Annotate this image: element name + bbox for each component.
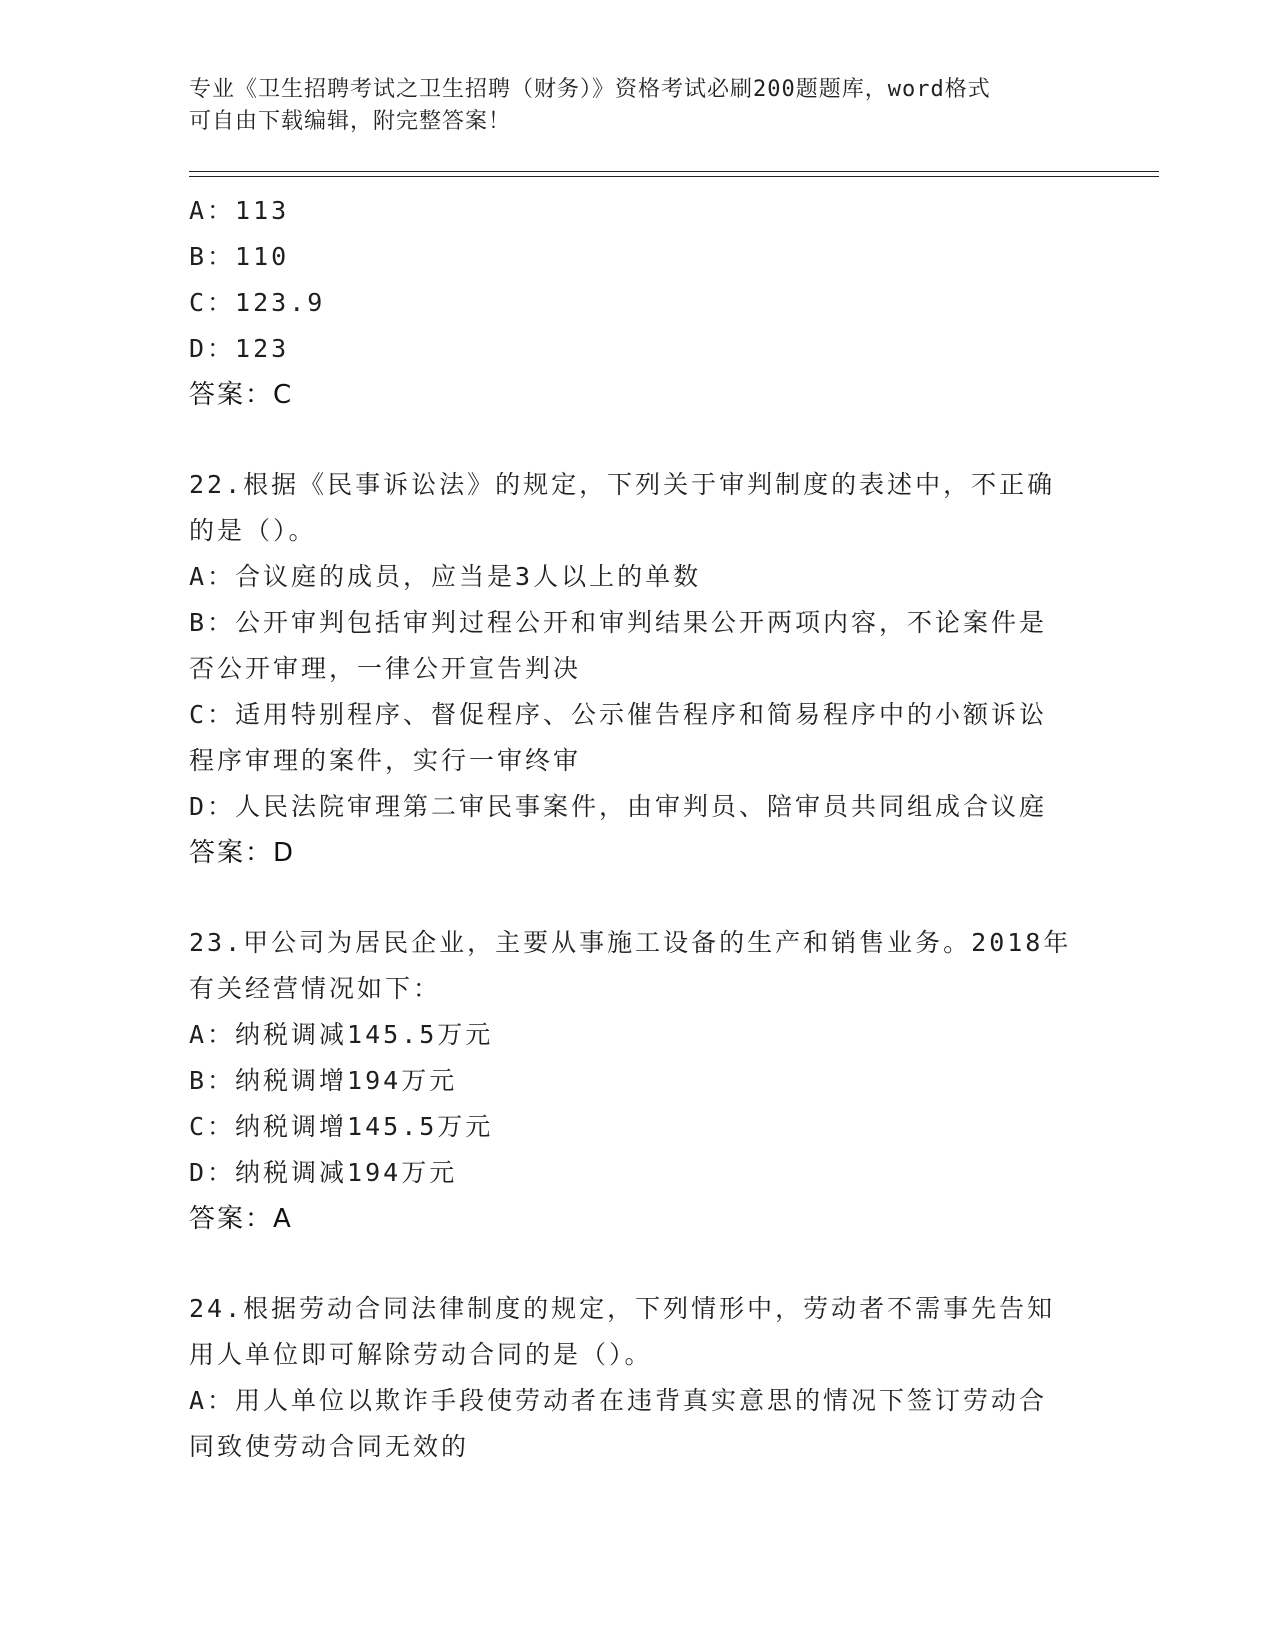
option-a: A：纳税调减145.5万元: [189, 1020, 494, 1049]
option-c: C：123.9: [189, 288, 326, 317]
option-a: A：用人单位以欺诈手段使劳动者在违背真实意思的情况下签订劳动合: [189, 1386, 1048, 1415]
question-21: [189, 188, 1089, 418]
answer-line: 答案：D: [189, 838, 296, 868]
document-header: [189, 74, 1069, 138]
header-divider-bottom: [189, 176, 1159, 177]
header-line-1: 专业《卫生招聘考试之卫生招聘（财务）》资格考试必刷200题题库，word格式: [189, 77, 991, 102]
option-a: A：合议庭的成员，应当是3人以上的单数: [189, 562, 702, 591]
option-b: B：纳税调增194万元: [189, 1066, 458, 1095]
question-spacer: [189, 1242, 1089, 1286]
question-spacer: [189, 418, 1089, 462]
header-line-2: 可自由下载编辑，附完整答案！: [189, 109, 512, 134]
option-c: C：适用特别程序、督促程序、公示催告程序和简易程序中的小额诉讼: [189, 700, 1048, 729]
option-d: D：123: [189, 334, 290, 363]
question-stem-line: 22.根据《民事诉讼法》的规定，下列关于审判制度的表述中，不正确: [189, 470, 1056, 499]
option-b: B：公开审判包括审判过程公开和审判结果公开两项内容，不论案件是: [189, 608, 1048, 637]
option-d: D：人民法院审理第二审民事案件，由审判员、陪审员共同组成合议庭: [189, 792, 1048, 821]
question-stem-line: 有关经营情况如下：: [189, 974, 442, 1003]
option-c-continued: 程序审理的案件，实行一审终审: [189, 746, 582, 775]
question-spacer: [189, 876, 1089, 920]
option-d: D：纳税调减194万元: [189, 1158, 458, 1187]
question-23: [189, 920, 1089, 1242]
question-stem-line: 用人单位即可解除劳动合同的是（）。: [189, 1340, 653, 1369]
option-a-continued: 同致使劳动合同无效的: [189, 1432, 470, 1461]
question-22: [189, 462, 1089, 876]
option-b: B：110: [189, 242, 290, 271]
question-stem-line: 的是（）。: [189, 516, 317, 545]
question-content: [189, 188, 1089, 1470]
question-24: [189, 1286, 1089, 1470]
question-stem-line: 24.根据劳动合同法律制度的规定，下列情形中，劳动者不需事先告知: [189, 1294, 1056, 1323]
header-divider-top: [189, 171, 1159, 172]
answer-line: 答案：C: [189, 380, 294, 410]
option-a: A：113: [189, 196, 290, 225]
answer-line: 答案：A: [189, 1204, 293, 1234]
option-c: C：纳税调增145.5万元: [189, 1112, 494, 1141]
option-b-continued: 否公开审理，一律公开宣告判决: [189, 654, 582, 683]
question-stem-line: 23.甲公司为居民企业，主要从事施工设备的生产和销售业务。2018年: [189, 928, 1072, 957]
